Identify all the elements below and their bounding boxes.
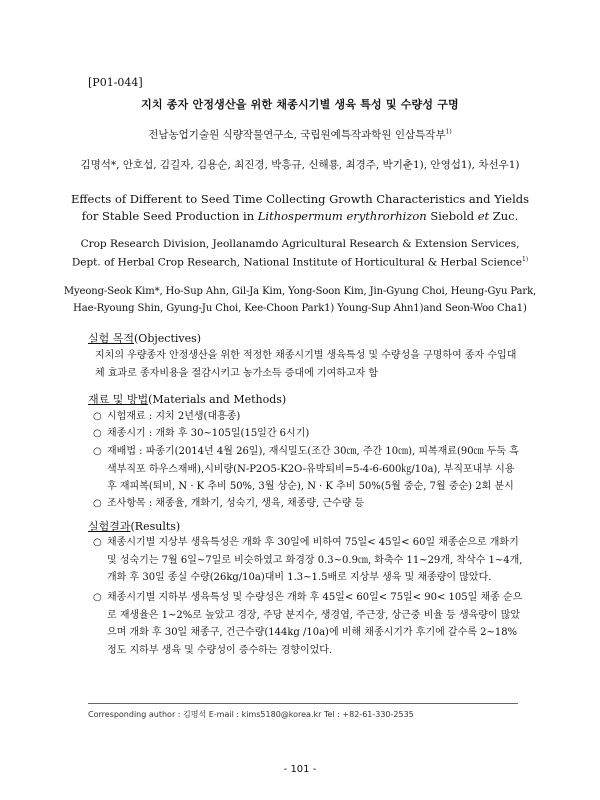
affiliation-english-sup: 1) xyxy=(521,256,529,263)
bullet-circle: ○ xyxy=(93,592,102,603)
et-al: et xyxy=(477,209,490,223)
species-name: Lithospermum erythrorhizon xyxy=(257,209,427,223)
section-heading-results-ko: 실험결과 xyxy=(88,520,131,533)
title-english-mid: Siebold xyxy=(426,209,478,223)
results-item-text: 채종시기별 지상부 생육특성은 개화 후 30일에 비하여 75일< 45일< 60일 채종순으로 개화기 및 성숙기는 7월 6일~7일로 비슷하였고 화경장 0.3~0.9㎝, 화축수 11~29개, 착삭수 1~4개, 개화 후 30일 종실 수량(26kg/10a)대비 1.3~1.5배로 지상부 생육 및 채종량이 많았다. xyxy=(107,537,523,583)
methods-item xyxy=(93,408,523,426)
results-item-text: 채종시기별 지하부 생육특성 및 수량성은 개화 후 45일< 60일< 75일< 90< 105일 채종 순으로 재생율은 1~2%로 높았고 경장, 주당 분지수, 생경엽, 주근장, 상근중 비율 등 생육량이 많았으며 개화 후 30일 채종구, 건근수량(144kg /10a)에 비해 채종시기가 후기에 갈수록 2~18%정도 지하부 생육 및 수량성이 증수하는 경향이었다. xyxy=(107,592,523,656)
affiliation-korean xyxy=(0,127,600,142)
affiliation-english xyxy=(0,236,600,271)
paper-code: [P01-044] xyxy=(88,76,143,89)
methods-item xyxy=(93,425,523,443)
section-heading-methods xyxy=(88,391,286,407)
affiliation-korean-sup: 1) xyxy=(445,128,452,136)
title-korean: 지치 종자 안정생산을 위한 채종시기별 생육 특성 및 수량성 구명 xyxy=(141,98,459,111)
objectives-body: 지치의 우량종자 안정생산을 위한 적정한 채종시기별 생육특성 및 수량성을 구명하여 종자 수입대체 효과로 종자비용을 절감시키고 농가소득 증대에 기여하고자 함 xyxy=(95,350,517,379)
section-heading-results-en: (Results) xyxy=(130,520,181,533)
section-heading-methods-ko: 재료 및 방법 xyxy=(88,393,149,406)
authors-korean: 김명석*, 안호섭, 김길자, 김용순, 최진경, 박흥규, 신해룡, 최경주, 박기춘1), 안영섭1), 차선우1) xyxy=(80,159,520,171)
methods-item-text: 재배법 : 파종기(2014년 4월 26일), 재식밀도(조간 30㎝, 주간 10㎝), 피복재료(90㎝ 두둑 흑색부직포 하우스재배),시비량(N-P2O5-K2O-유박퇴비=5-4-6-600㎏/10a), 부직포내부 시용후 재피복(퇴비, N · K 추비 50%, 3월 상순), N · K 추비 50%(5월 중순, 7월 중순) 2회 분시 xyxy=(107,446,519,492)
results-item xyxy=(93,534,523,587)
methods-item-text: 채종시기 : 개화 후 30~105일(15일간 6시기) xyxy=(107,428,310,439)
authors-english-line1: Myeong-Seok Kim*, Ho-Sup Ahn, Gil-Ja Kim, Yong-Soon Kim, Jin-Gyung Choi, Heung-Gyu Park, xyxy=(63,286,537,297)
affiliation-korean-text: 전남농업기술원 식량작물연구소, 국립원예특작과학원 인삼특작부 xyxy=(148,129,446,141)
methods-item xyxy=(93,495,523,513)
title-english-line2 xyxy=(0,208,600,225)
affiliation-english-line2-text: Dept. of Herbal Crop Research, National Institute of Horticultural & Herbal Science xyxy=(71,256,522,269)
bullet-circle: ○ xyxy=(93,498,102,509)
results-item xyxy=(93,589,523,659)
affiliation-english-line1: Crop Research Division, Jeollanamdo Agricultural Research & Extension Services, xyxy=(80,238,520,250)
authors-english xyxy=(0,283,600,317)
bullet-circle: ○ xyxy=(93,446,102,457)
corresponding-author: Corresponding author : 김명석 E-mail : kims5180@korea.kr Tel : +82-61-330-2535 xyxy=(88,710,414,719)
authors-english-line2: Hae-Ryoung Shin, Gyung-Ju Choi, Kee-Choon Park1) Young-Sup Ahn1)and Seon-Woo Cha1) xyxy=(73,303,527,314)
methods-item xyxy=(93,443,523,496)
footer-divider xyxy=(88,703,518,704)
affiliation-english-line2 xyxy=(0,252,600,271)
bullet-circle: ○ xyxy=(93,428,102,439)
title-english-pre: for Stable Seed Production in xyxy=(81,209,258,223)
title-english-post: Zuc. xyxy=(489,209,519,223)
section-heading-objectives-ko: 실험 목적 xyxy=(88,332,135,345)
methods-item-text: 시험재료 : 지치 2년생(대흥종) xyxy=(107,411,241,422)
bullet-circle: ○ xyxy=(93,411,102,422)
section-heading-results xyxy=(88,518,180,534)
methods-item-text: 조사항목 : 채종율, 개화기, 성숙기, 생육, 채종량, 근수량 등 xyxy=(107,498,365,509)
section-heading-objectives-en: (Objectives) xyxy=(134,332,202,345)
title-english xyxy=(0,191,600,225)
title-english-line1: Effects of Different to Seed Time Collecting Growth Characteristics and Yields xyxy=(70,192,530,206)
bullet-circle: ○ xyxy=(93,537,102,548)
section-heading-objectives xyxy=(88,330,201,346)
section-heading-methods-en: (Materials and Methods) xyxy=(148,393,287,406)
page-number: - 101 - xyxy=(283,764,317,775)
